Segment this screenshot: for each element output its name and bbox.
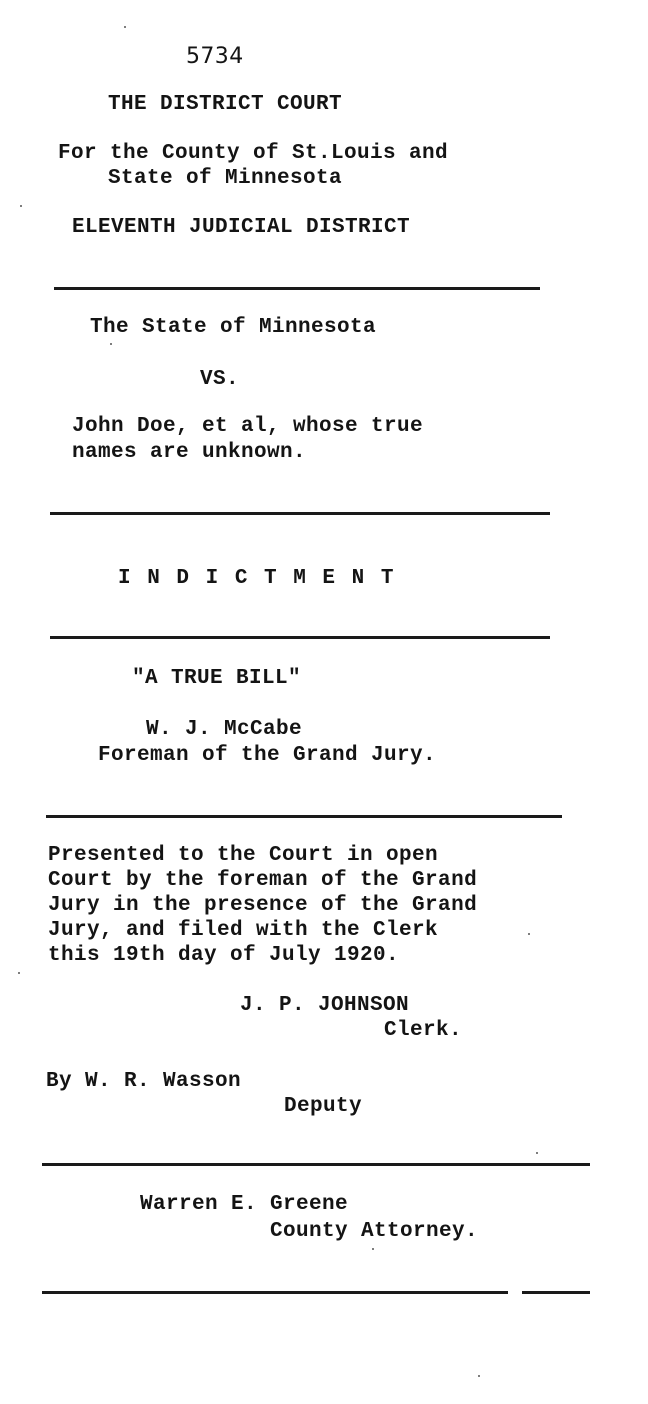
scan-speck: [372, 1248, 374, 1250]
divider: [42, 1291, 508, 1294]
attorney-name: Warren E. Greene: [140, 1193, 349, 1216]
attorney-title: County Attorney.: [270, 1220, 479, 1243]
foreman-title: Foreman of the Grand Jury.: [98, 744, 437, 767]
plaintiff-name: The State of Minnesota: [90, 316, 377, 339]
clerk-name: J. P. JOHNSON: [240, 994, 410, 1017]
scan-speck: [110, 343, 112, 345]
district-name: ELEVENTH JUDICIAL DISTRICT: [72, 216, 411, 239]
presented-line-3: Jury in the presence of the Grand: [48, 894, 478, 917]
divider: [54, 287, 540, 290]
divider: [50, 512, 550, 515]
scan-speck: [124, 26, 126, 28]
presented-line-2: Court by the foreman of the Grand: [48, 869, 478, 892]
divider: [42, 1163, 590, 1166]
deputy-title: Deputy: [284, 1095, 363, 1118]
divider: [522, 1291, 590, 1294]
defendant-line-2: names are unknown.: [72, 441, 307, 464]
presented-line-1: Presented to the Court in open: [48, 844, 439, 867]
foreman-name: W. J. McCabe: [146, 718, 303, 741]
scan-speck: [18, 972, 20, 974]
document-type: I N D I C T M E N T: [118, 567, 396, 590]
scan-speck: [528, 933, 530, 935]
presented-line-4: Jury, and filed with the Clerk: [48, 919, 439, 942]
clerk-title: Clerk.: [384, 1019, 463, 1042]
county-line-2: State of Minnesota: [108, 167, 343, 190]
presented-line-5: this 19th day of July 1920.: [48, 944, 400, 967]
scan-speck: [478, 1375, 480, 1377]
deputy-name: By W. R. Wasson: [46, 1070, 242, 1093]
true-bill-label: "A TRUE BILL": [132, 667, 302, 690]
divider: [46, 815, 562, 818]
file-number: 5734: [186, 44, 244, 69]
divider: [50, 636, 550, 639]
defendant-line-1: John Doe, et al, whose true: [72, 415, 424, 438]
court-title: THE DISTRICT COURT: [108, 93, 343, 116]
scan-speck: [536, 1152, 538, 1154]
scan-speck: [20, 205, 22, 207]
county-line-1: For the County of St.Louis and: [58, 142, 449, 165]
versus-label: VS.: [200, 368, 240, 391]
